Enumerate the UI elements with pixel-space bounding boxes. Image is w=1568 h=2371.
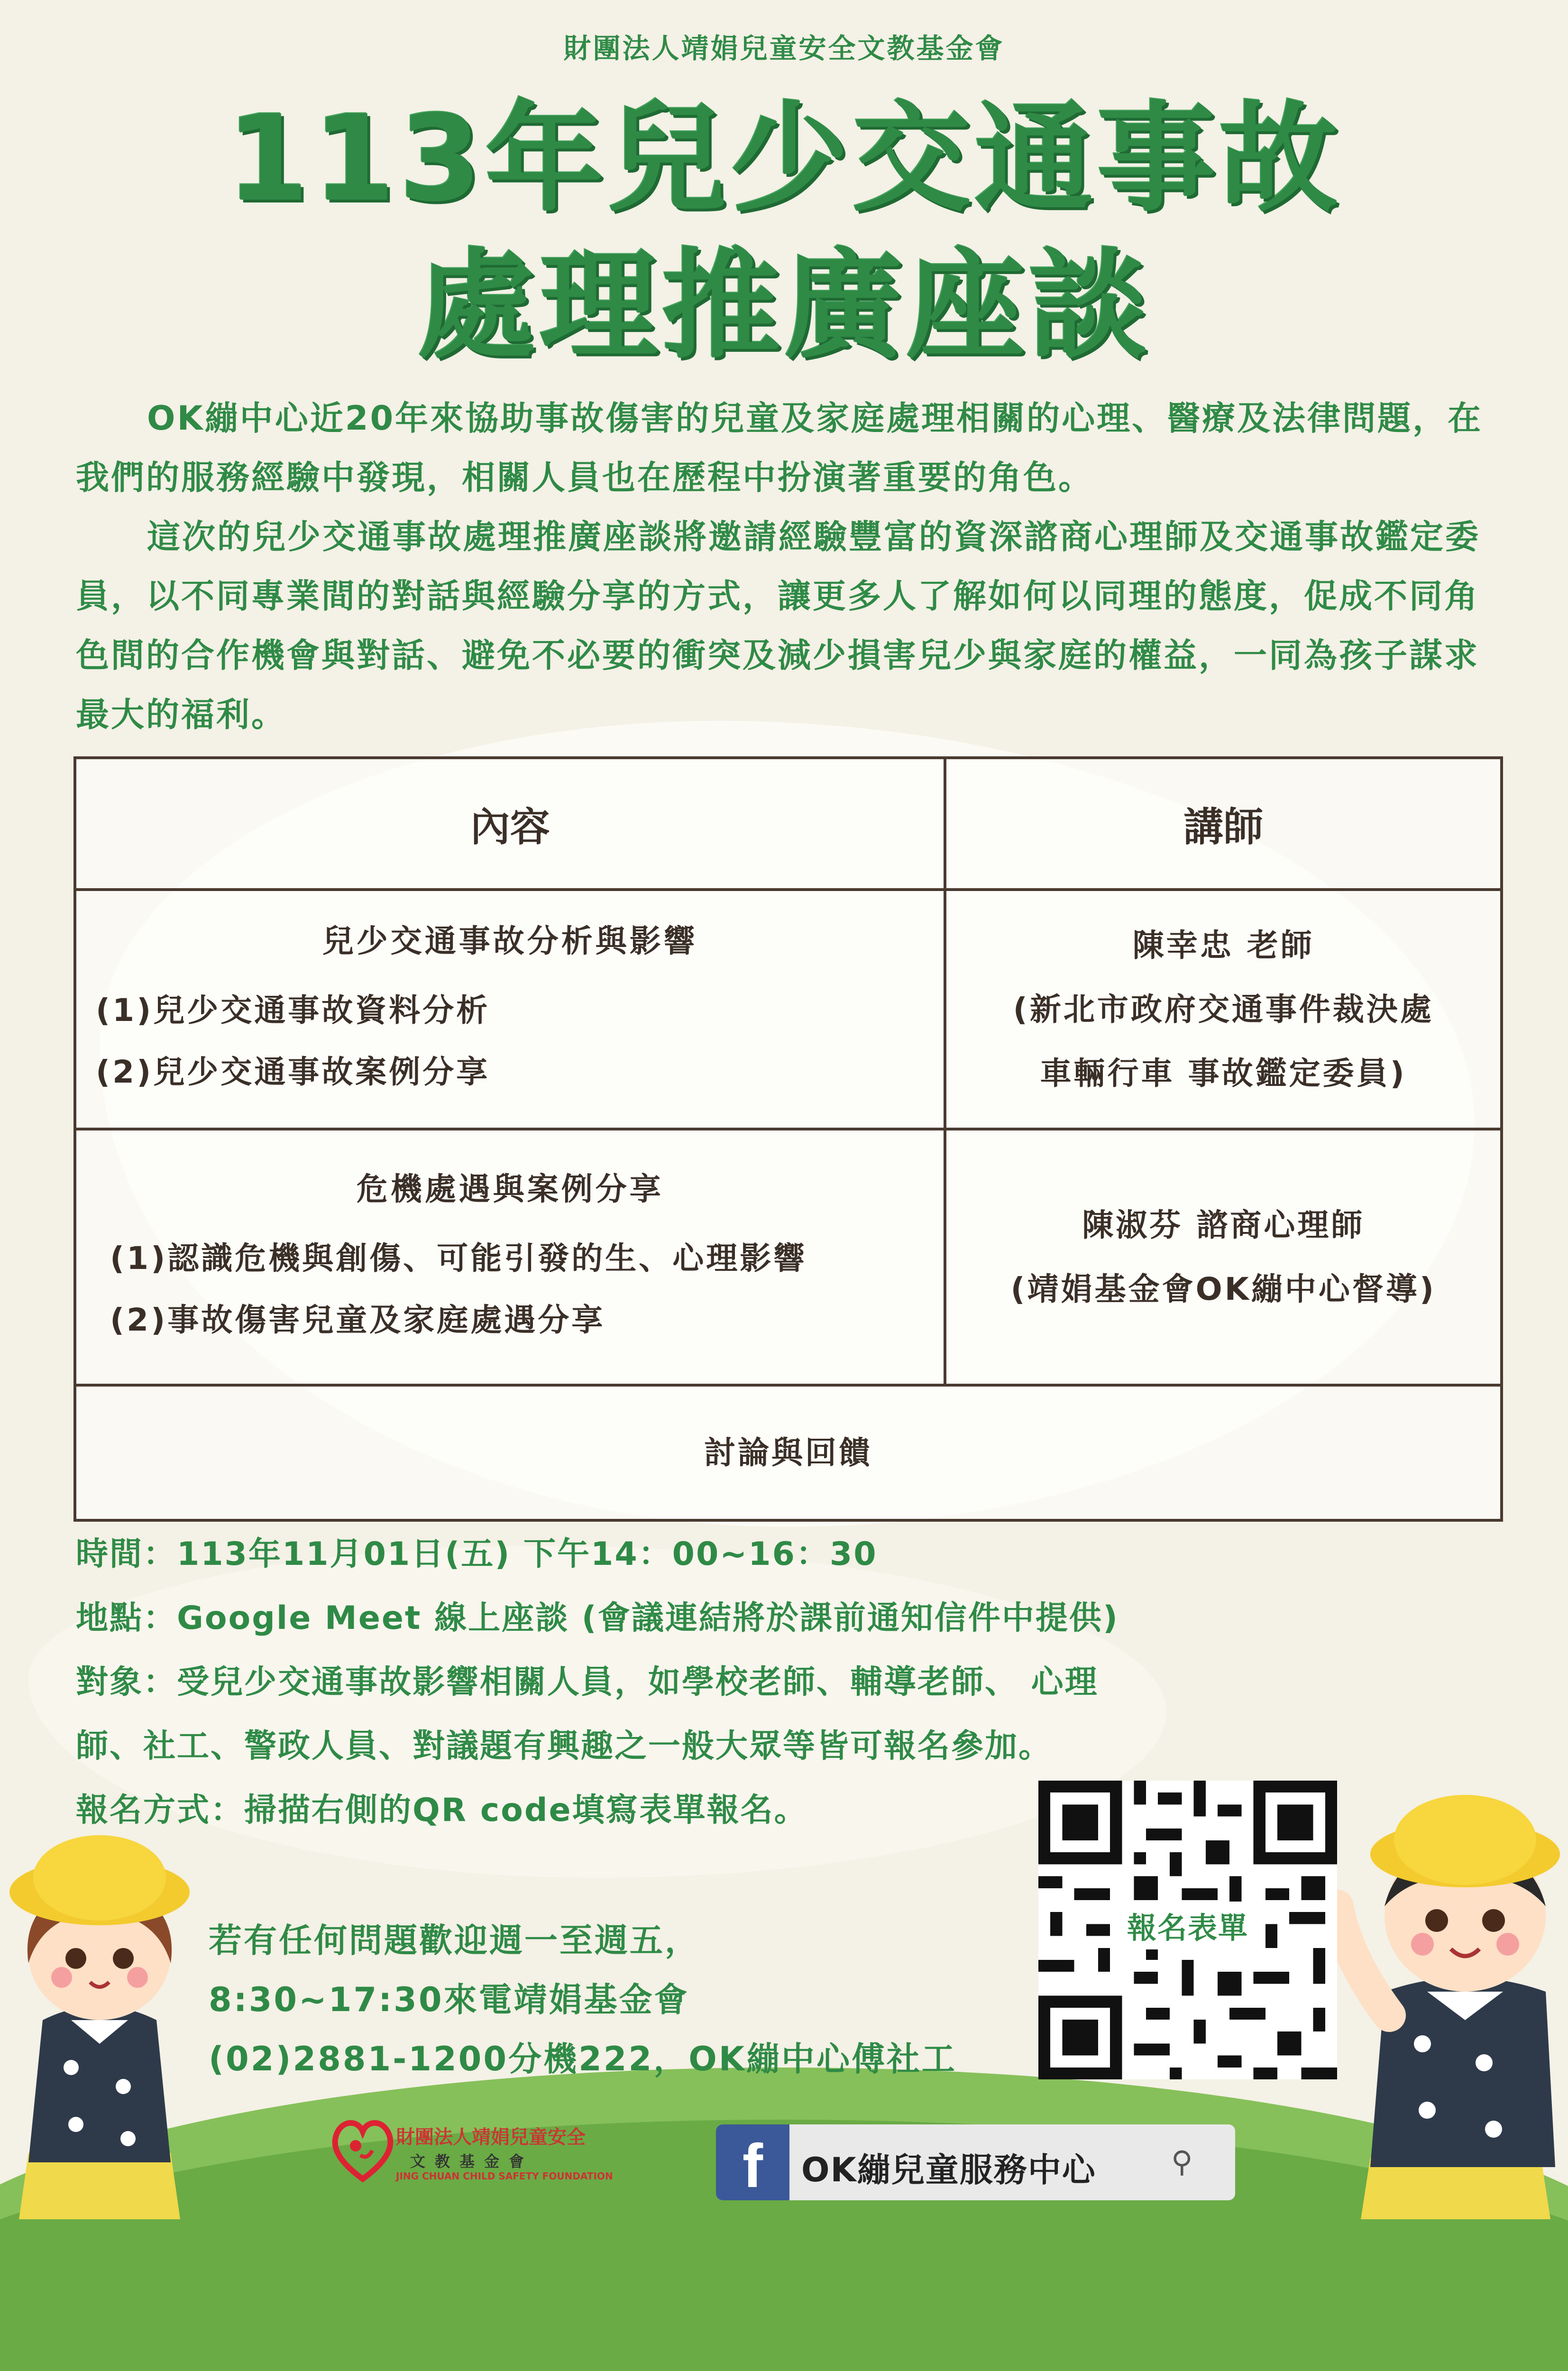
session-item: (2)事故傷害兒童及家庭處遇分享 xyxy=(110,1301,605,1338)
poster-title-line1: 113年兒少交通事故 xyxy=(226,90,1342,228)
lecturer-name: 陳幸忠 老師 xyxy=(1132,927,1314,964)
child-girl-illustration xyxy=(0,1821,209,2219)
event-time: 時間：113年11月01日(五) 下午14：00~16：30 xyxy=(76,1535,878,1573)
header-content: 內容 xyxy=(75,758,945,890)
table-row xyxy=(75,890,1502,1129)
lecturer-name: 陳淑芬 諮商心理師 xyxy=(1082,1207,1365,1243)
session-content xyxy=(75,890,945,1129)
event-audience: 對象：受兒少交通事故影響相關人員，如學校老師、輔導老師、 心理 xyxy=(76,1663,1099,1701)
event-signup: 報名方式：掃描右側的QR code填寫表單報名。 xyxy=(76,1792,808,1829)
facebook-search-bar[interactable] xyxy=(716,2124,1235,2200)
session-content xyxy=(75,1129,945,1385)
logo-english: JING CHUAN CHILD SAFETY FOUNDATION xyxy=(396,2170,613,2182)
child-boy-illustration xyxy=(1328,1769,1568,2219)
contact-info xyxy=(209,1911,1062,2089)
header-lecturer: 講師 xyxy=(945,758,1502,890)
intro-text xyxy=(76,389,1513,744)
session-item: (2)兒少交通事故案例分享 xyxy=(96,1054,490,1090)
table-header-row xyxy=(75,758,1502,890)
discussion-label: 討論與回饋 xyxy=(704,1434,872,1471)
logo-name-2: 文教基金會 xyxy=(410,2152,534,2170)
discussion-cell xyxy=(75,1385,1502,1520)
session-title: 兒少交通事故分析與影響 xyxy=(322,923,698,959)
event-place: 地點：Google Meet 線上座談 (會議連結將於課前通知信件中提供) xyxy=(76,1599,1119,1637)
intro-paragraph: OK繃中心近20年來協助事故傷害的兒童及家庭處理相關的心理、醫療及法律問題，在我們的服務經驗中發現，相關人員也在歷程中扮演著重要的角色。 xyxy=(76,399,1483,497)
poster-title-line2: 處理推廣座談 xyxy=(417,237,1151,375)
contact-line: 8:30~17:30來電靖娟基金會 xyxy=(209,1980,689,2019)
qr-label: 報名表單 xyxy=(1117,1902,1259,1949)
session-item: (1)兒少交通事故資料分析 xyxy=(96,992,490,1029)
intro-paragraph: 這次的兒少交通事故處理推廣座談將邀請經驗豐富的資深諮商心理師及交通事故鑑定委員，以不同專業間的對話與經驗分享的方式，讓更多人了解如何以同理的態度，促成不同角色間的合作機會與對話、避免不必要的衝突及減少損害兒少與家庭的權益，一同為孩子謀求最大的福利。 xyxy=(76,517,1480,734)
schedule-table xyxy=(73,756,1503,1522)
lecturer-title: (新北市政府交通事件裁決處 xyxy=(1013,991,1434,1028)
search-icon[interactable]: ⚲ xyxy=(1171,2144,1193,2179)
logo-name: 財團法人靖娟兒童安全 xyxy=(396,2126,586,2148)
organization-name: 財團法人靖娟兒童安全文教基金會 xyxy=(563,32,1005,64)
session-item: (1)認識危機與創傷、可能引發的生、心理影響 xyxy=(110,1240,807,1277)
session-title: 危機處遇與案例分享 xyxy=(356,1170,664,1207)
facebook-page-name: OK繃兒童服務中心 xyxy=(801,2150,1096,2189)
contact-line: (02)2881-1200分機222，OK繃中心傅社工 xyxy=(209,2040,957,2078)
table-row xyxy=(75,1129,1502,1385)
foundation-logo xyxy=(332,2113,702,2191)
facebook-icon: f xyxy=(716,2124,789,2200)
table-row xyxy=(75,1385,1502,1520)
heart-logo-icon xyxy=(332,2113,394,2184)
session-lecturer xyxy=(945,890,1502,1129)
event-audience: 師、社工、警政人員、對議題有興趣之一般大眾等皆可報名參加。 xyxy=(76,1728,1053,1765)
session-lecturer xyxy=(945,1129,1502,1385)
lecturer-title: (靖娟基金會OK繃中心督導) xyxy=(1010,1271,1437,1307)
contact-line: 若有任何問題歡迎週一至週五， xyxy=(209,1921,700,1960)
lecturer-title: 車輛行車 事故鑑定委員) xyxy=(1040,1055,1407,1092)
